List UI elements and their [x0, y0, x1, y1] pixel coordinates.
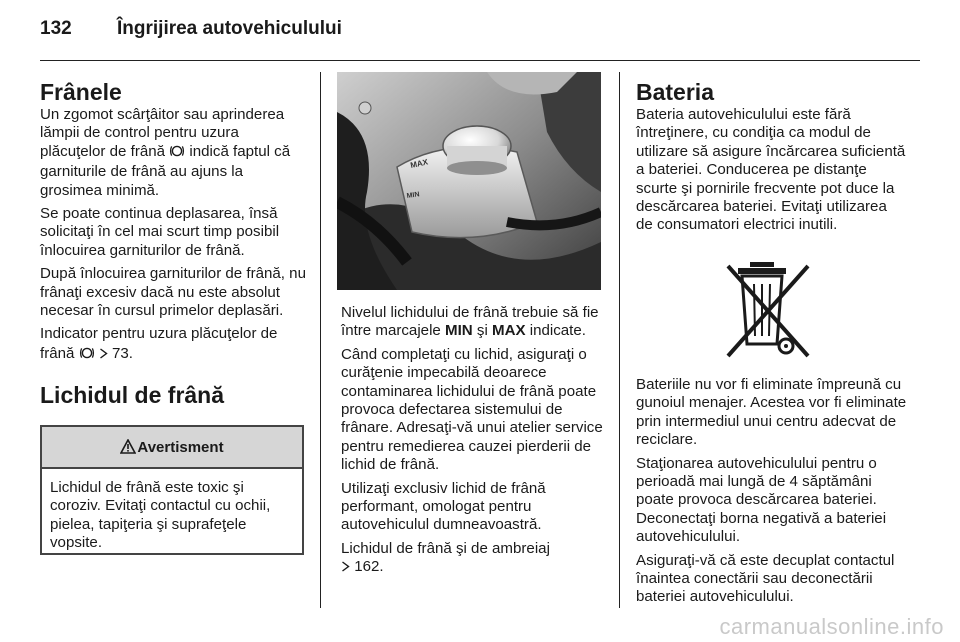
right-column-lower [636, 376, 908, 612]
page-title: Îngrijirea autovehiculului [117, 18, 342, 39]
fluid-level-paragraph [341, 304, 607, 341]
min-mark-label: MIN [445, 322, 473, 340]
brakes-paragraph-4 [40, 325, 306, 365]
middle-column [341, 304, 607, 582]
reservoir-max-label: MAX [409, 157, 429, 170]
crossed-out-bin-icon [716, 260, 820, 365]
fluid-use-paragraph: Utilizaţi exclusiv lichid de frână performant, omologat pentru autovehiculul dumneavoastră. [341, 479, 546, 534]
page-reference-arrow-icon [341, 558, 350, 575]
page-reference-arrow-icon [99, 345, 108, 361]
warning-title: Avertisment [137, 438, 224, 456]
fluid-reference-text: Lichidul de frână şi de ambreiaj [341, 539, 550, 557]
warning-header [42, 427, 302, 469]
brakes-p1-text-cont: indică faptul că garniturile de frână au ajuns la grosimea minimă. [40, 142, 291, 199]
heading-brake-fluid: Lichidul de frână [40, 382, 225, 409]
fluid-reference-paragraph [341, 540, 607, 577]
fluid-page-ref[interactable]: 162. [354, 558, 384, 576]
page-number: 132 [40, 18, 72, 39]
warning-box [40, 425, 304, 555]
reservoir-min-label: MIN [406, 191, 420, 200]
battery-paragraph-2: Bateriile nu vor fi eliminate împreună cu gunoiul menajer. Acestea vor fi eliminate prin intermediul unui centru adecvat de reciclare. [636, 376, 907, 449]
brakes-p4-page-ref[interactable]: 73. [112, 344, 133, 362]
right-column [636, 78, 906, 240]
fluid-level-text: Nivelul lichidului de frână trebuie să fie între marcajele [341, 304, 599, 340]
brakes-paragraph-2: Se poate continua deplasarea, însă solicitaţi în cel mai scurt timp posibil înlocuirea garniturilor de frână. [40, 205, 280, 259]
heading-brakes: Frânele [40, 79, 122, 105]
fluid-level-text-end: indicate. [525, 322, 586, 340]
heading-battery: Bateria [636, 79, 714, 105]
left-column [40, 78, 306, 409]
warning-text: Lichidul de frână este toxic şi coroziv. Evitaţi contactul cu ochii, pielea, tapiţeria şi suprafeţele vopsite. [50, 479, 271, 552]
header-divider [40, 60, 920, 61]
watermark: carmanualsonline.info [719, 614, 944, 639]
max-mark-label: MAX [492, 322, 526, 340]
brakes-paragraph-3: După înlocuirea garniturilor de frână, nu frânaţi excesiv dacă nu este absolut necesar în cursul primelor deplasări. [40, 265, 306, 320]
battery-paragraph-1: Bateria autovehiculului este fără întreţinere, cu condiţia ca modul de utilizare să asigure încărcarea suficientă a bateriei. Conducerea pe distanţe scurte şi pornirile frecvente pot duce la descărcarea bateriei. Evitaţi utilizarea de consumatori electrici inutili. [636, 106, 906, 234]
column-divider-left [320, 72, 321, 608]
warning-triangle-icon [120, 439, 137, 456]
battery-paragraph-4: Asiguraţi-vă că este decuplat contactul înaintea conectării sau deconectării bateriei autovehiculului. [636, 551, 895, 606]
battery-paragraph-3: Staţionarea autovehiculului pentru o perioadă mai lungă de 4 săptămâni poate provoca descărcarea bateriei. Deconectaţi borna negativă a bateriei autovehiculului. [636, 454, 887, 546]
fluid-topup-paragraph: Când completaţi cu lichid, asiguraţi o curăţenie impecabilă deoarece contaminarea lichidului de frână poate provoca defectarea sistemului de frânare. Adresaţi-vă unui atelier service pentru remedierea cauzei pierderii de lichid de frână. [341, 345, 603, 474]
brakes-p1-text: Un zgomot scârţâitor sau aprinderea lămpii de control pentru uzura plăcuţelor de frână [40, 106, 285, 160]
brakes-paragraph-1 [40, 106, 306, 200]
fluid-level-and: şi [472, 322, 492, 340]
page-header [40, 18, 920, 48]
brake-fluid-reservoir-photo [337, 72, 601, 290]
brakes-p4-text: Indicator pentru uzura plăcuţelor de frână [40, 325, 278, 362]
brake-wear-warning-icon [79, 346, 95, 365]
column-divider-right [619, 72, 620, 608]
brake-wear-warning-icon [169, 144, 185, 163]
